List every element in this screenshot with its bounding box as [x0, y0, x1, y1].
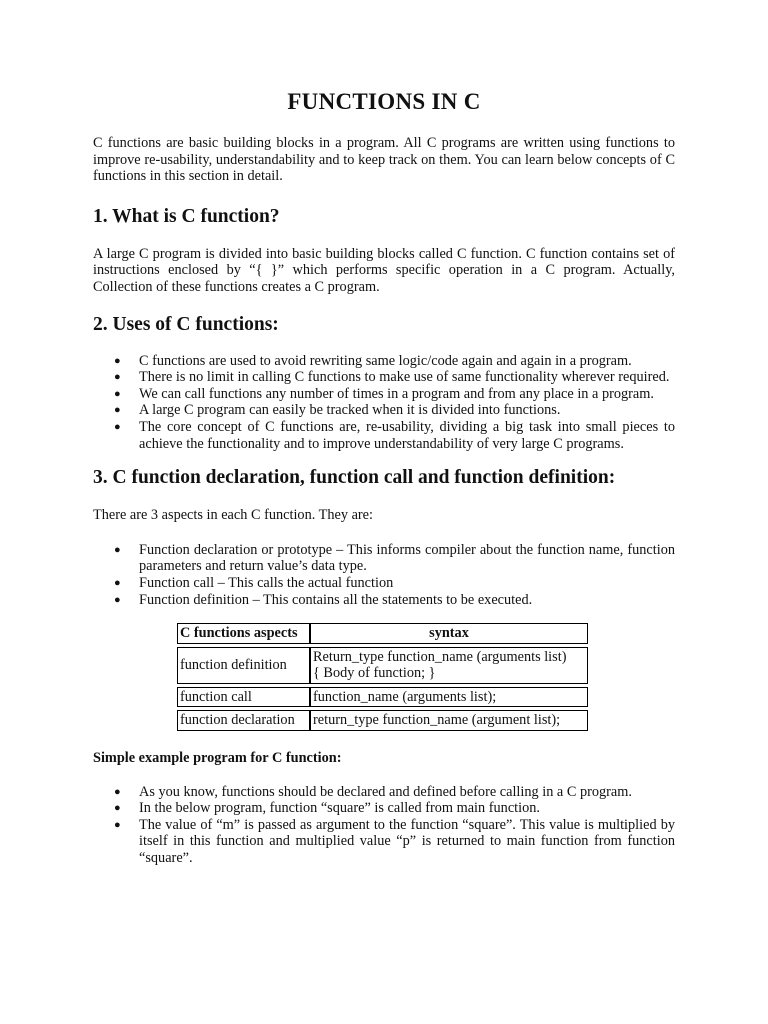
list-item: ● As you know, functions should be declared and defined before calling in a C program. — [114, 783, 632, 800]
list-item: ● The core concept of C functions are, re-usability, dividing a big task into small pieces to achieve the functionality and to improve understandability of very large C programs. — [114, 418, 675, 452]
table-header-aspects: C functions aspects — [177, 623, 310, 644]
list-item: ● C functions are used to avoid rewriting same logic/code again and again in a program. — [114, 352, 632, 369]
bullet-icon: ● — [114, 387, 121, 400]
list-item: ● A large C program can easily be tracked when it is divided into functions. — [114, 402, 561, 419]
document-page — [93, 88, 675, 867]
table-cell-aspect: function call — [177, 687, 310, 708]
bullet-icon: ● — [114, 818, 121, 831]
list-item: ● Function call – This calls the actual function — [114, 574, 394, 591]
bullet-icon: ● — [114, 593, 121, 606]
section-heading-uses: 2. Uses of C functions: — [93, 313, 279, 335]
table-header-syntax: syntax — [310, 623, 588, 644]
page-title: FUNCTIONS IN C — [287, 89, 481, 114]
list-item: ● Function declaration or prototype – This informs compiler about the function name, function parameters and return value’s data type. — [114, 541, 675, 575]
bullet-icon: ● — [114, 354, 121, 367]
table-cell-syntax: Return_type function_name (arguments list) { Body of function; } — [310, 647, 588, 684]
table-row — [177, 647, 588, 684]
example-list — [93, 784, 675, 867]
what-is-paragraph: A large C program is divided into basic building blocks called C function. C function contains set of instructions enclosed by “{ }” which performs specific operation in a C program. Actually, Collection of these functions creates a C program. — [93, 245, 675, 295]
bullet-icon: ● — [114, 576, 121, 589]
list-item: ● Function definition – This contains all the statements to be executed. — [114, 591, 533, 608]
bullet-icon: ● — [114, 785, 121, 798]
aspects-table — [177, 620, 588, 734]
uses-list — [93, 353, 675, 453]
section-heading-declaration: 3. C function declaration, function call and function definition: — [93, 467, 616, 489]
table-row — [177, 687, 588, 708]
table-cell-syntax: return_type function_name (argument list); — [310, 710, 588, 731]
list-item: ● We can call functions any number of times in a program and from any place in a program. — [114, 385, 654, 402]
list-item: ● There is no limit in calling C functions to make use of same functionality wherever required. — [114, 369, 670, 386]
bullet-icon: ● — [114, 543, 121, 556]
table-cell-syntax: function_name (arguments list); — [310, 687, 588, 708]
table-header-row — [177, 623, 588, 644]
bullet-icon: ● — [114, 420, 121, 433]
intro-paragraph: C functions are basic building blocks in a program. All C programs are written using functions to improve re-usability, understandability and to keep track on them. You can learn below concepts of C functions in this section in detail. — [93, 135, 675, 185]
table-cell-aspect: function definition — [177, 647, 310, 684]
aspects-intro: There are 3 aspects in each C function. They are: — [93, 507, 373, 524]
example-heading: Simple example program for C function: — [93, 750, 342, 767]
bullet-icon: ● — [114, 371, 121, 384]
bullet-icon: ● — [114, 404, 121, 417]
list-item: ● In the below program, function “square” is called from main function. — [114, 800, 540, 817]
table-row — [177, 710, 588, 731]
list-item: ● The value of “m” is passed as argument to the function “square”. This value is multiplied by itself in this function and multiplied value “p” is returned to main function from function “square”. — [114, 816, 675, 867]
table-cell-aspect: function declaration — [177, 710, 310, 731]
aspects-list — [93, 542, 675, 608]
bullet-icon: ● — [114, 802, 121, 815]
section-heading-what-is: 1. What is C function? — [93, 205, 280, 227]
